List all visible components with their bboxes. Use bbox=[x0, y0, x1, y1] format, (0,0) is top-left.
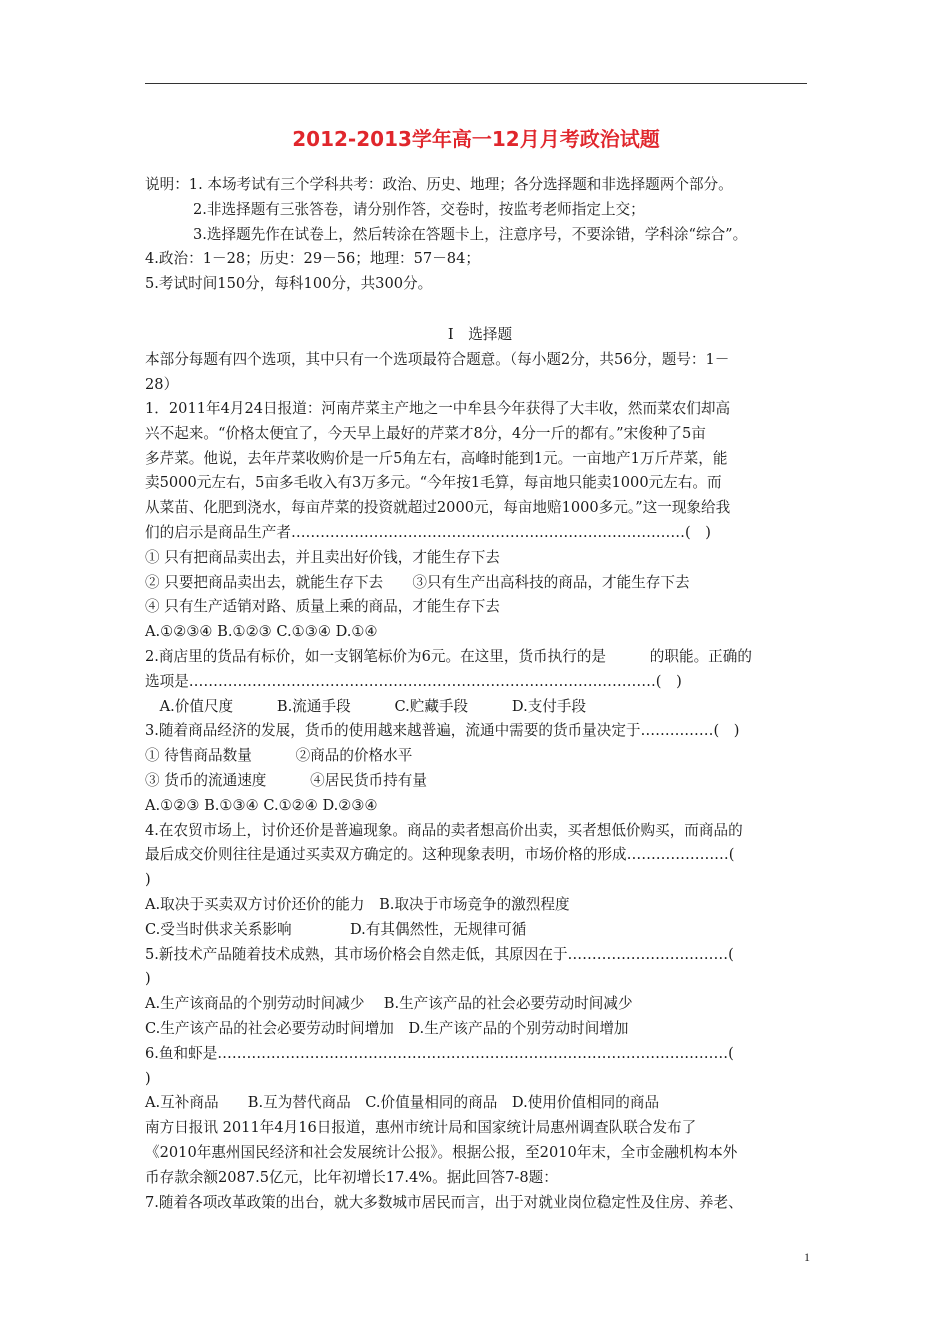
page-number: 1 bbox=[804, 1250, 810, 1264]
question-line: ) bbox=[145, 970, 151, 988]
answer-choices: A.取决于买卖双方讨价还价的能力 B.取决于市场竞争的激烈程度 bbox=[145, 895, 570, 913]
answer-choices: A.①②③④ B.①②③ C.①③④ D.①④ bbox=[145, 623, 378, 641]
question-line: ) bbox=[145, 871, 151, 889]
section-intro-line: 本部分每题有四个选项，其中只有一个选项最符合题意。（每小题2分，共56分，题号：1－ bbox=[145, 350, 730, 368]
question-line: 卖5000元左右，5亩多毛收入有3万多元。“今年按1毛算，每亩地只能卖1000元左右。而 bbox=[145, 474, 722, 492]
question-line: 最后成交价则往往是通过买卖双方确定的。这种现象表明，市场价格的形成…………………( bbox=[145, 846, 735, 864]
answer-choices: A.价值尺度 B.流通手段 C.贮藏手段 D.支付手段 bbox=[145, 697, 587, 715]
answer-choices: C.生产该产品的社会必要劳动时间增加 D.生产该产品的个别劳动时间增加 bbox=[145, 1019, 629, 1037]
question-line: 兴不起来。“价格太便宜了，今天早上最好的芹菜才8分，4分一斤的都有。”宋俊种了5亩 bbox=[145, 424, 706, 442]
instruction-line: 5.考试时间150分，每科100分，共300分。 bbox=[145, 275, 433, 293]
instruction-line: 3.选择题先作在试卷上，然后转涂在答题卡上，注意序号，不要涂错，学科涂“综合”。 bbox=[193, 225, 748, 243]
question-line: 选项是……………………………………………………………………………………( ) bbox=[145, 672, 682, 690]
option-line: ④ 只有生产适销对路、质量上乘的商品，才能生存下去 bbox=[145, 598, 500, 616]
passage-line: 《2010年惠州国民经济和社会发展统计公报》。根据公报，至2010年末，全市金融机构本外 bbox=[145, 1143, 738, 1161]
question-line: 们的启示是商品生产者………………………………………………………………………( ) bbox=[145, 523, 711, 541]
question-line: 多芹菜。他说，去年芹菜收购价是一斤5角左右，高峰时能到1元。一亩地产1万斤芹菜，能 bbox=[145, 449, 728, 467]
question-line: 4.在农贸市场上，讨价还价是普遍现象。商品的卖者想高价出卖，买者想低价购买，而商品的 bbox=[145, 821, 743, 839]
answer-choices: A.互补商品 B.互为替代商品 C.价值量相同的商品 D.使用价值相同的商品 bbox=[145, 1094, 660, 1112]
question-line: 7.随着各项改革政策的出台，就大多数城市居民而言，出于对就业岗位稳定性及住房、养老、 bbox=[145, 1193, 743, 1211]
section-heading: Ⅰ 选择题 bbox=[447, 326, 513, 343]
questions-block bbox=[145, 397, 835, 1215]
option-line: ② 只要把商品卖出去，就能生存下去 ③只有生产出高科技的商品，才能生存下去 bbox=[145, 573, 690, 591]
section-one bbox=[145, 323, 835, 397]
question-line: ) bbox=[145, 1069, 151, 1087]
question-line: 6.鱼和虾是……………………………………………………………………………………………( bbox=[145, 1044, 734, 1062]
section-intro-line: 28） bbox=[145, 375, 179, 393]
option-line: ③ 货币的流通速度 ④居民货币持有量 bbox=[145, 771, 427, 789]
instruction-line: 说明：1. 本场考试有三个学科共考：政治、历史、地理；各分选择题和非选择题两个部分。 bbox=[145, 176, 733, 193]
passage-line: 币存款余额2087.5亿元，比年初增长17.4%。据此回答7-8题： bbox=[145, 1168, 558, 1186]
passage-line: 南方日报讯 2011年4月16日报道，惠州市统计局和国家统计局惠州调查队联合发布了 bbox=[145, 1119, 697, 1137]
question-line: 5.新技术产品随着技术成熟，其市场价格会自然走低，其原因在于……………………………( bbox=[145, 945, 734, 963]
instruction-line: 4.政治：1－28；历史：29－56；地理：57－84； bbox=[145, 250, 480, 268]
option-line: ① 待售商品数量 ②商品的价格水平 bbox=[145, 747, 413, 765]
page-title: 2012-2013学年高一12月月考政治试题 bbox=[292, 127, 660, 151]
question-line: 1．2011年4月24日报道：河南芹菜主产地之一中牟县今年获得了大丰收，然而菜农们却高 bbox=[145, 400, 731, 417]
answer-choices: A.①②③ B.①③④ C.①②④ D.②③④ bbox=[145, 796, 378, 814]
question-line: 2.商店里的货品有标价，如一支钢笔标价为6元。在这里，货币执行的是 的职能。正确的 bbox=[145, 647, 752, 665]
answer-choices: A.生产该商品的个别劳动时间减少 B.生产该产品的社会必要劳动时间减少 bbox=[145, 995, 633, 1013]
question-line: 从菜苗、化肥到浇水，每亩芹菜的投资就超过2000元，每亩地赔1000多元。”这一现象给我 bbox=[145, 499, 731, 517]
header-rule bbox=[145, 83, 807, 84]
option-line: ① 只有把商品卖出去，并且卖出好价钱，才能生存下去 bbox=[145, 548, 500, 566]
instruction-line: 2.非选择题有三张答卷，请分别作答，交卷时，按监考老师指定上交； bbox=[193, 200, 645, 218]
instructions-block bbox=[145, 173, 835, 297]
question-line: 3.随着商品经济的发展，货币的使用越来越普遍，流通中需要的货币量决定于……………( ) bbox=[145, 722, 740, 740]
answer-choices: C.受当时供求关系影响 D.有其偶然性，无规律可循 bbox=[145, 920, 527, 938]
